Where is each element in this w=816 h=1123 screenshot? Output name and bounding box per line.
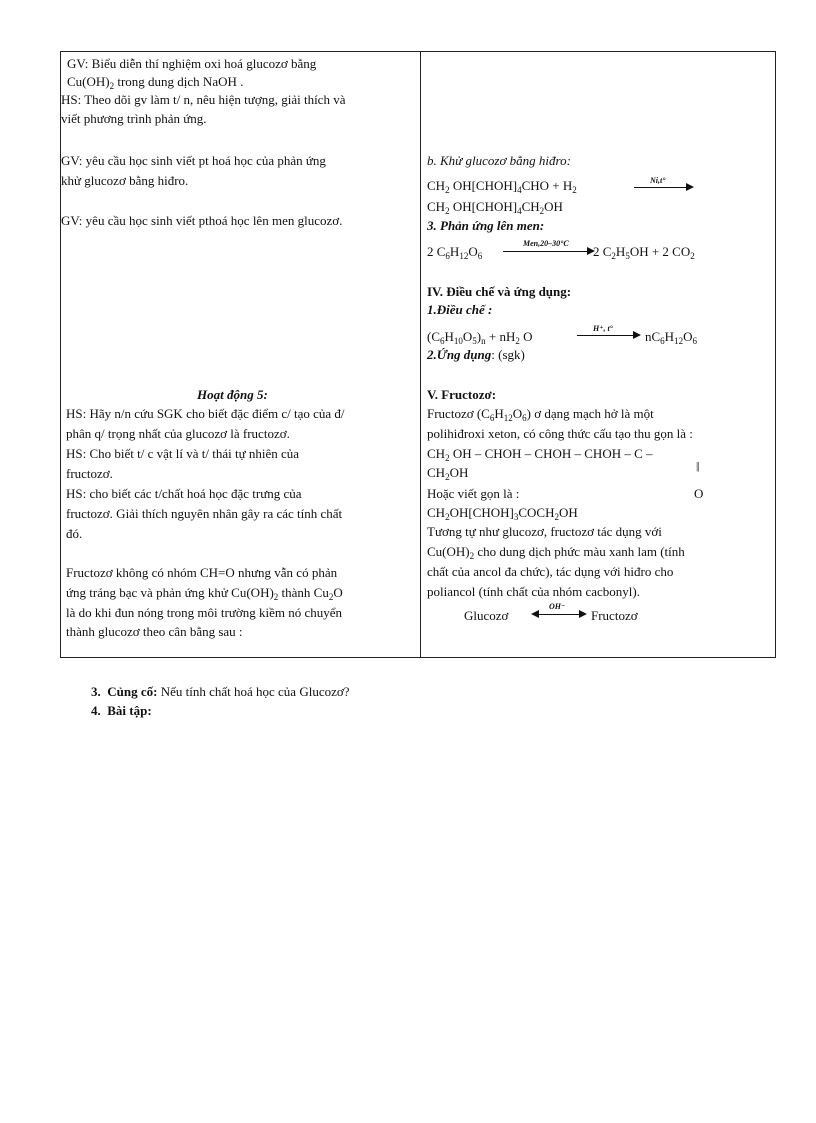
teacher-note-2: GV: yêu cầu học sinh viết pt hoá học của phản ứng — [61, 153, 326, 168]
fructose-formula-line: Fructozơ $(C_6H_{12}O_6)$ ơ dạng mạch hở là một — [427, 406, 654, 423]
student-note-4-line3: đó. — [66, 526, 83, 541]
activity-title: Hoạt động 5: — [197, 387, 268, 402]
fructose-description: polihiđroxi xeton, có công thức cấu tạo thu gọn là : — [427, 426, 693, 441]
column-divider — [420, 52, 421, 657]
teacher-note-1-line2: $Cu(OH)_2$ trong dung dịch NaOH . — [67, 74, 244, 91]
reaction-arrow-1: Ni,t° — [634, 178, 694, 194]
reaction-arrow-3: H⁺, t° — [577, 324, 641, 340]
fructose-property-2: $Cu(OH)_2$ cho dung dịch phức màu xanh lam (tính — [427, 544, 685, 561]
list-item-3: 3. Củng cố: Nếu tính chất hoá học của Glucozơ? — [91, 684, 350, 699]
section-4-2: 2.Ứng dụng: (sgk) — [427, 347, 525, 362]
student-note-3: HS: Cho biết t/ c vật lí và t/ thái tự nhiên của — [66, 446, 300, 461]
short-form-label: Hoặc viết gọn là : — [427, 486, 520, 501]
equilibrium-arrow: OH⁻ — [531, 602, 587, 620]
fructose-short-formula: $CH_2OH[CHOH]_3COCH_2OH$ — [427, 505, 578, 522]
double-bond: || — [696, 460, 699, 472]
equation-hydrolysis-product: $nC_6H_{12}O_6$ — [645, 329, 697, 346]
lesson-table — [60, 51, 776, 658]
fructose-property-4: poliancol (tính chất của nhóm cacbonyl). — [427, 584, 640, 599]
equation-fermentation: 2 $C_6H_{12}O_6$ — [427, 244, 483, 261]
teacher-note-3: GV: yêu cầu học sinh viết pthoá học lên men glucozơ. — [61, 213, 343, 228]
equation-hydrogenation: $CH_2$ $OH[CHOH]_4CHO + H_2$ — [427, 178, 577, 195]
reaction-arrow-2: Men,20–30°C — [503, 241, 595, 257]
fructose-property-1: Tương tự như glucozơ, fructozơ tác dụng với — [427, 524, 662, 539]
section-b-title: b. Khử glucozơ bằng hiđro: — [427, 153, 571, 168]
fructose-structure-end: $CH_2OH$ — [427, 465, 469, 482]
fructose-label: Fructozơ — [591, 608, 638, 623]
fructose-note-line2: ứng tráng bạc và phản ứng khử $Cu(OH)_2$ thành $Cu_2O$ — [66, 585, 343, 602]
student-note-2-line2: phân q/ trọng nhất của glucozơ là fructozơ. — [66, 426, 290, 441]
fructose-property-3: chất của ancol đa chức), tác dụng với hiđro cho — [427, 564, 674, 579]
oxygen-atom: O — [694, 486, 704, 501]
student-note-3-line2: fructozơ. — [66, 466, 113, 481]
teacher-note-2-line2: khử glucozơ bằng hiđro. — [61, 173, 189, 188]
equation-fermentation-product: 2 $C_2H_5OH + 2$ $CO_2$ — [593, 244, 695, 261]
section-4-title: IV. Điều chế và ứng dụng: — [427, 284, 572, 299]
glucose-label: Glucozơ — [464, 608, 509, 623]
student-note-4: HS: cho biết các t/chất hoá học đặc trưng của — [66, 486, 302, 501]
student-note-4-line2: fructozơ. Giải thích nguyên nhân gây ra các tính chất — [66, 506, 343, 521]
fructose-structure: $CH_2$ OH – CHOH – CHOH – CHOH – C – — [427, 446, 653, 463]
section-3-title: 3. Phản ứng lên men: — [427, 218, 545, 233]
equation-hydrolysis: $(C_6H_{10}O_5)_n + nH_2$ O — [427, 329, 533, 346]
student-note-1: HS: Theo dõi gv làm t/ n, nêu hiện tượng, giải thích và — [61, 92, 346, 107]
teacher-note-1: GV: Biểu diễn thí nghiệm oxi hoá glucozơ bằng — [67, 56, 317, 71]
student-note-2: HS: Hãy n/n cứu SGK cho biết đặc điểm c/ tạo của đ/ — [66, 406, 345, 421]
student-note-1-line2: viết phương trình phản ứng. — [61, 111, 207, 126]
section-4-1: 1.Điều chế : — [427, 302, 493, 317]
fructose-note-line3: là do khi đun nóng trong môi trường kiềm nó chuyển — [66, 605, 343, 620]
list-item-4: 4. Bài tập: — [91, 703, 152, 718]
section-5-title: V. Fructozơ: — [427, 387, 497, 402]
fructose-note-line4: thành glucozơ theo cân bằng sau : — [66, 624, 243, 639]
fructose-note: Fructozơ không có nhóm CH=O nhưng vẫn có phản — [66, 565, 338, 580]
equation-hydrogenation-product: $CH_2$ $OH[CHOH]_4CH_2OH$ — [427, 199, 563, 216]
